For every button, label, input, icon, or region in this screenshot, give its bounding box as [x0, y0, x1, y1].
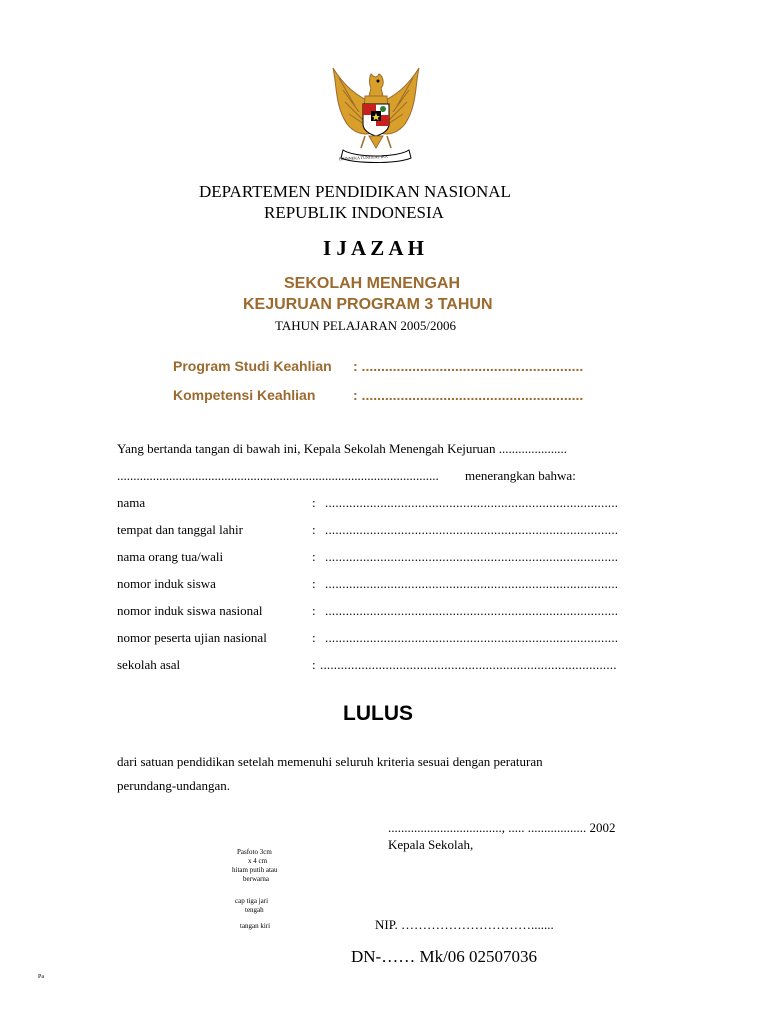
field-label-birth: tempat dan tanggal lahir — [117, 522, 243, 537]
competency-label: Kompetensi Keahlian — [173, 387, 316, 403]
field-colon: : — [312, 495, 316, 510]
photo-box-line7: tangan kiri — [240, 922, 271, 930]
field-colon: : — [312, 603, 316, 618]
field-value-parent: ..................................................................................... — [325, 549, 619, 564]
field-colon: : — [312, 576, 316, 591]
study-program-label: Program Studi Keahlian — [173, 358, 332, 374]
field-label-nis: nomor induk siswa — [117, 576, 216, 591]
footer-mark: Pa — [38, 974, 44, 980]
result-text-line1: dari satuan pendidikan setelah memenuhi seluruh kriteria sesuai dengan peraturan — [117, 754, 543, 769]
field-label-nama: nama — [117, 495, 146, 510]
intro-line-2-dots: ................................................................................................... — [117, 468, 439, 483]
emblem-motto: BHINNEKA TUNGGAL IKA — [338, 153, 388, 162]
photo-box-line1: Pasfoto 3cm — [237, 848, 272, 856]
photo-box-line3: hitam putih atau — [232, 866, 278, 874]
field-value-birth: ..................................................................................... — [325, 522, 619, 537]
country-name: REPUBLIK INDONESIA — [264, 203, 444, 222]
field-colon: : — [312, 630, 316, 645]
field-value-nama: ..................................................................................... — [325, 495, 619, 510]
signature-title: Kepala Sekolah, — [388, 837, 474, 852]
signature-nip: NIP. …………………………....... — [375, 917, 554, 932]
result-text-line2: perundang-undangan. — [117, 778, 230, 793]
competency-value: : ......................................................... — [353, 387, 584, 403]
photo-box-line2: x 4 cm — [248, 857, 268, 865]
field-value-nisn: ..................................................................................... — [325, 603, 619, 618]
field-value-exam-number: ..................................................................................... — [325, 630, 619, 645]
intro-line-1: Yang bertanda tangan di bawah ini, Kepala Sekolah Menengah Kejuruan ..................... — [117, 441, 567, 456]
school-type-line1: SEKOLAH MENENGAH — [284, 275, 461, 292]
field-colon: : — [312, 549, 316, 564]
garuda-emblem-icon — [325, 66, 427, 166]
result-status: LULUS — [343, 702, 413, 725]
department-name: DEPARTEMEN PENDIDIKAN NASIONAL — [199, 182, 511, 201]
field-label-nisn: nomor induk siswa nasional — [117, 603, 263, 618]
intro-line-2-end: menerangkan bahwa: — [465, 468, 576, 483]
field-value-origin-school: ...................................................................................... — [320, 657, 617, 672]
field-colon: : — [312, 657, 316, 672]
field-label-origin-school: sekolah asal — [117, 657, 181, 672]
field-label-exam-number: nomor peserta ujian nasional — [117, 630, 267, 645]
field-label-parent: nama orang tua/wali — [117, 549, 224, 564]
field-value-nis: ..................................................................................... — [325, 576, 619, 591]
photo-box-line4: berwarna — [243, 875, 270, 883]
school-type-line2: KEJURUAN PROGRAM 3 TAHUN — [243, 296, 493, 313]
photo-box-line6: tengah — [245, 906, 264, 914]
document-serial-number: DN-…… Mk/06 02507036 — [351, 947, 538, 966]
signature-date: ..................................., ..... .................. 2002 — [388, 820, 616, 835]
document-title: I J A Z A H — [323, 236, 424, 260]
academic-year: TAHUN PELAJARAN 2005/2006 — [275, 318, 456, 333]
field-colon: : — [312, 522, 316, 537]
study-program-value: : ......................................................... — [353, 358, 584, 374]
photo-box-line5: cap tiga jari — [235, 897, 269, 905]
